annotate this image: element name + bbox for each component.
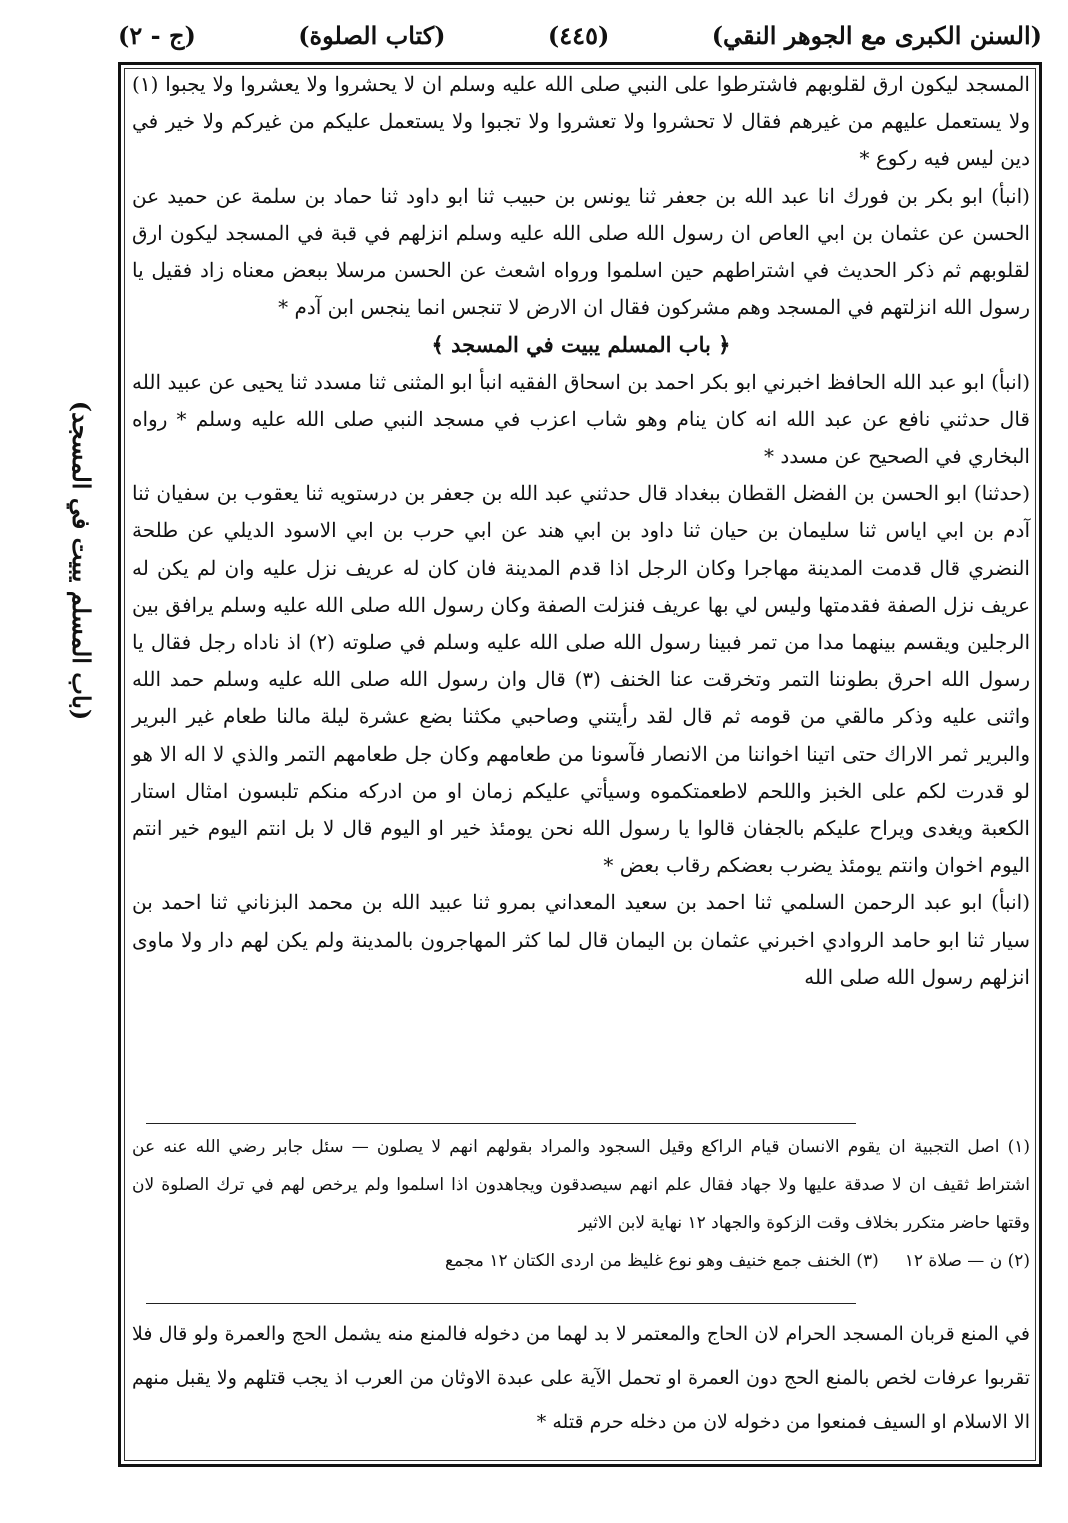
jawhar-commentary [132, 1312, 1030, 1444]
footnote-refs [132, 1242, 1030, 1280]
chapter-heading: ﴿ باب المسلم يبيت في المسجد ﴾ [431, 332, 731, 358]
paragraph: المسجد ليكون ارق لقلوبهم فاشترطوا على النبي صلى الله عليه وسلم ان لا يحشروا ولا يعشروا ولا يجبوا (١) ولا يستعمل عليهم من غيرهم فقال لا تحشروا ولا تعشروا ولا تجبوا ولا يستعمل عليكم من غيركم ولا خير في دين ليس فيه ركوع * [132, 72, 1030, 171]
paragraph: (انبأ) ابو بكر بن فورك انا عبد الله بن جعفر ثنا يونس بن حبيب ثنا ابو داود ثنا حماد بن سلمة عن حميد عن الحسن عن عثمان بن ابي العاص ان رسول الله صلى الله عليه وسلم انزلهم في قبة في المسجد ليكون ارق لقلوبهم ثم ذكر الحديث في اشتراطهم حين اسلموا ورواه اشعث عن الحسن مرسلا ببعض معناه زاد فقيل يا رسول الله انزلتهم في المسجد وهم مشركون فقال ان الارض لا تنجس انما ينجس ابن آدم * [132, 183, 1030, 320]
paragraph: (انبأ) ابو عبد الرحمن السلمي ثنا احمد بن سعيد المعداني بمرو ثنا عبيد الله بن محمد البزناني ثنا احمد بن سيار ثنا ابو حامد الروادي اخبرني عثمان بن اليمان قال لما كثر المهاجرون بالمدينة ولم يكن لهم دار ولا ماوى انزلهم رسول الله صلى الله [132, 890, 1030, 989]
margin-chapter-label [52, 300, 112, 820]
margin-chapter-text: (باب المسلم يبيت في المسجد) [67, 400, 97, 720]
running-header [118, 10, 1042, 60]
footnotes [132, 1128, 1030, 1280]
footnote-3: (٣) الخنف جمع خنيف وهو نوع غليظ من اردى الكتان ١٢ مجمع [444, 1251, 879, 1271]
book-title: (السنن الكبرى مع الجوهر النقي) [711, 20, 1042, 50]
volume-number: (ج - ٢) [118, 20, 196, 50]
page-number: (٤٤٥) [547, 20, 610, 50]
paragraph: (انبأ) ابو عبد الله الحافظ اخبرني ابو بكر احمد بن اسحاق الفقيه انبأ ابو المثنى ثنا مسدد ثنا يحيى عن عبيد الله قال حدثني نافع عن عبد الله انه كان ينام وهو شاب اعزب في مسجد النبي صلى الله عليه وسلم * رواه البخاري في الصحيح عن مسدد * [132, 369, 1030, 469]
footnote-divider [146, 1123, 856, 1124]
commentary-text: في المنع قربان المسجد الحرام لان الحاج والمعتمر لا بد لهما من دخوله فالمنع منه يشمل الحج والعمرة ولو قال فلا تقربوا عرفات لخص بالمنع الحج دون العمرة او تحمل الآية على عبدة الاوثان من العرب اذ يجب قتلهم ولا يقبل منهم الا الاسلام او السيف فمنعوا من دخوله لان من دخله حرم قتله * [132, 1323, 1030, 1433]
commentary-divider [146, 1303, 856, 1304]
footnote-1: (١) اصل التجبية ان يقوم الانسان قيام الراكع وقيل السجود والمراد بقولهم انهم لا يصلون — سئل جابر رضي الله عنه عن اشتراط ثقيف ان لا صدقة عليها ولا جهاد فقال علم انهم سيصدقون ويجاهدون اذا اسلموا ولم يرخص لهم في ترك الصلوة لان وقتها حاضر متكرر بخلاف وقت الزكوة والجهاد ١٢ نهاية لابن الاثير [132, 1137, 1030, 1233]
section-title: (كتاب الصلوة) [298, 20, 446, 50]
paragraph: (حدثنا) ابو الحسن بن الفضل القطان ببغداد قال حدثني عبد الله بن جعفر بن درستويه ثنا يعقوب بن سفيان ثنا آدم بن ابي اياس ثنا سليمان بن حيان ثنا داود بن ابي هند عن ابي حرب بن ابي الاسود الديلي عن طلحة النضري قال قدمت المدينة مهاجرا وكان الرجل اذا قدم المدينة فان كان له عريف نزل عليه وان لم يكن له عريف نزل الصفة فقدمتها وليس لي بها عريف فنزلت الصفة وكان رسول الله صلى الله عليه وسلم يرافق بين الرجلين ويقسم بينهما مدا من تمر فبينا رسول الله صلى الله عليه وسلم في صلوته (٢) اذ ناداه رجل فقال يا رسول الله احرق بطوننا التمر وتخرقت عنا الخنف (٣) قال وان رسول الله صلى الله عليه وسلم حمد الله واثنى عليه وذكر مالقي من قومه ثم قال لقد رأيتني وصاحبي مكثنا بضع عشرة ليلة مالنا طعام غير البرير والبرير ثمر الاراك حتى اتينا اخواننا من الانصار فآسونا من طعامهم وكان جل طعامهم التمر والذي لا اله الا هو لو قدرت لكم على الخبز واللحم لاطعمتكموه وسيأتي عليكم زمان او من ادركه منكم تلبسون امثال استار الكعبة ويغدى ويراح عليكم بالجفان قالوا يا رسول الله نحن يومئذ خير او اليوم قال لا بل انتم اليوم خير انتم اليوم اخوان وانتم يومئذ يضرب بعضكم رقاب بعض * [132, 481, 1031, 878]
footnote-2: (٢) ن — صلاة ١٢ [904, 1251, 1030, 1271]
main-text [132, 66, 1030, 996]
